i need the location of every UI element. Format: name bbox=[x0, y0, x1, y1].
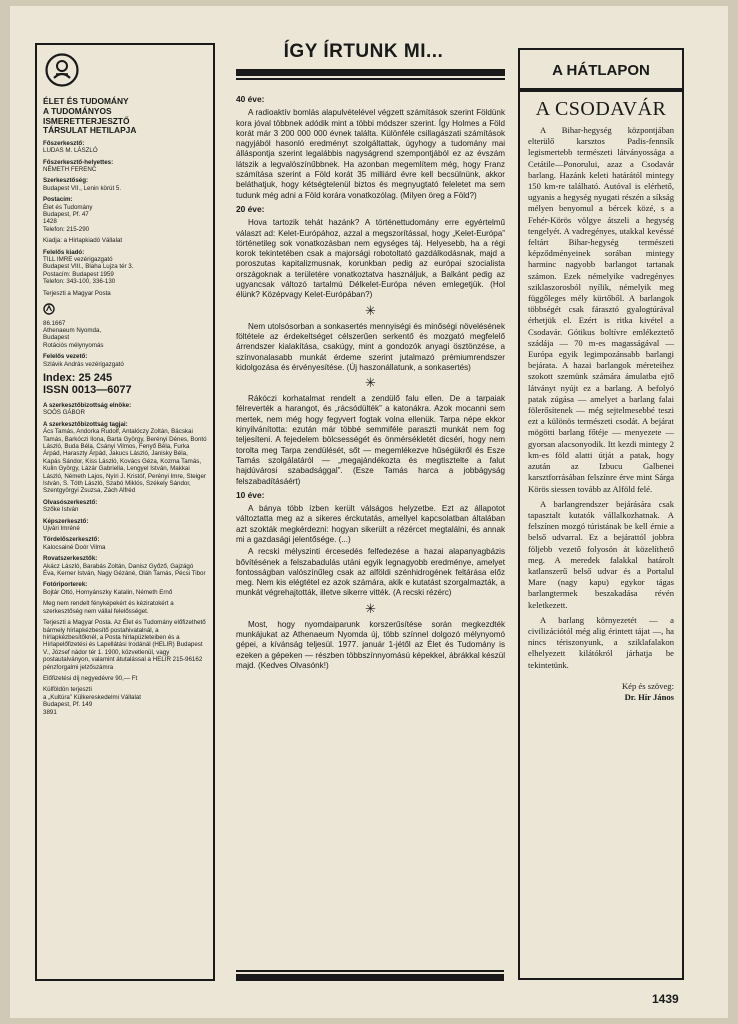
imprint-line: Élet és Tudomány bbox=[43, 203, 93, 211]
publisher-logo-icon bbox=[45, 53, 79, 87]
imprint-line: Ujvári Imréné bbox=[43, 525, 80, 533]
imprint-block bbox=[43, 140, 207, 155]
imprint-block bbox=[43, 159, 207, 174]
imprint-line: Terjeszti a Magyar Posta. Az Élet és Tudomány előfizethető bármely hírlapkézbesítő postahivatalnál, a hírlapkézbesítőknél, a Posta hírlapüzleteiben és a Hírlapelőfizetési és Lapellátási Irodánál (HELIR) Budapest V., József nádor tér 1. 1900, közvetlenül, vagy postautalványon, valamint átutalással a HELIR 215-96162 pénzforgalmi jelzőszámra bbox=[43, 619, 206, 671]
imprint-line: Budapest bbox=[43, 334, 70, 342]
title-rule bbox=[236, 69, 505, 76]
imprint-line: Budapest VII., Lenin körút 5. bbox=[43, 184, 122, 192]
section-heading: 20 éve: bbox=[236, 203, 265, 214]
article-paragraph: A Bihar-hegység központjában elterülő karsztos Padis-fennsík legismertebb természeti látványossága a Cetátile—Ponorului, azaz a Csodavár barlang. Hazánk keleti határától mintegy 150 km-re található. Autóval is elérhető, ugyanis a hegység nyugati részén a síkság mélyen benyomul a bércek közé, s a Fehér-Körös völgye átszeli a hegység tengelyét. A vadregényes, utakkal kevéssé feltárt Bihar-hegység természeti képződményeinek sorában mintegy harminc nagyobb barlangot tartanak számon. Ezek némelyike vadregényes sziklaszorosból nyílik, némelyik meg függőleges mély kürtőből. A barlangok többségét csak fárasztó gyalogtúrával érhetjük el. Ezért is ritka kivétel a Csodavár. Gótikus boltívre emlékeztető szádája — 70 m-es magasságával — Európa egyik legimpozánsabb barlangi bejárata. A hazai barlangok méreteihez szokott szemünk számára ámulatba ejtő látványt nyújt ez a barlang. A befolyó patak zúgása — amelyet a barlang falai fölerősítenek — még sejtelmesebbé teszi ezt a különös természeti csodát. A bejárat mögötti barlang főtéje — menyezete — gyorsan alacsonyodik. Itt kezdi mintegy 2 km-es föld alatti útját a patak, hogy azután az Izbucu Galbenei karsztforrásában felszínre érve mint Sárga Körös siessen tovább az Alföld felé. bbox=[528, 125, 674, 494]
imprint-label: Felelős vezető: bbox=[43, 353, 88, 361]
imprint-block bbox=[43, 619, 207, 671]
publication-name-line: A TUDOMÁNYOS bbox=[43, 106, 112, 116]
article-credit bbox=[528, 681, 674, 703]
section-heading: 40 éve: bbox=[236, 94, 265, 104]
imprint-block bbox=[43, 196, 207, 233]
title-rule-thin bbox=[236, 78, 505, 80]
imprint-block bbox=[43, 237, 207, 244]
publication-name-line: ÉLET ÉS TUDOMÁNY bbox=[43, 96, 129, 107]
imprint-line: Szőke István bbox=[43, 506, 79, 514]
section-paragraph: Most, hogy nyomdaiparunk korszerűsítése során megkezdték munkájukat az Athenaeum Nyomda új, több színnel dolgozó mélynyomó gépei, a kívánság teljesül. 1977. január 1-jétől az Élet és Tudomány is ezeken a gépeken — részben többszínnyomású képekkel, ábrákkal készül majd. (Kedves Olvasónk!) bbox=[236, 619, 505, 670]
imprint-label: Szerkesztőség: bbox=[43, 177, 89, 185]
imprint-block bbox=[43, 536, 207, 551]
imprint-block bbox=[43, 581, 207, 596]
imprint-line: Meg nem rendelt fényképekért és kéziratokért a szerkesztőség nem vállal felelősséget. bbox=[43, 600, 174, 615]
imprint-block bbox=[43, 290, 207, 297]
back-cover-column bbox=[518, 48, 684, 980]
imprint-line: NÉMETH FERENC bbox=[43, 166, 97, 173]
imprint-block bbox=[43, 686, 207, 716]
page-number: 1439 bbox=[652, 992, 679, 1006]
imprint-line: TILL IMRE vezérigazgató bbox=[43, 256, 113, 264]
back-cover-header: A HÁTLAPON bbox=[552, 62, 650, 79]
imprint-line: Kiadja: a Hírlapkiadó Vállalat bbox=[43, 237, 123, 245]
header-rule bbox=[520, 88, 682, 92]
imprint-line: 3891 bbox=[43, 708, 57, 716]
printer-blocks bbox=[43, 320, 207, 368]
article-title: A CSODAVÁR bbox=[535, 98, 667, 120]
index-number: Index: 25 245 bbox=[43, 371, 113, 384]
article-body bbox=[528, 125, 674, 671]
imprint-block bbox=[43, 402, 207, 417]
history-body bbox=[236, 94, 505, 671]
editorial-board-blocks bbox=[43, 402, 207, 716]
imprint-block bbox=[43, 249, 207, 286]
imprint-line: Ács Tamás, Andorka Rudolf, Antalóczy Zoltán, Bácskai Tamás, Barkóczi Ilona, Barta György, Berényi Dénes, Bontó László, Buda Béla, Csányi Vilmos, Fenyő Béla, Furka Árpád, Haraszty Árpád, Jakucs László, Janisky Béla, Kapás Sándor, Kiss László, Kovács Géza, Kozma Tamás, Kulin György, Lázár Gabriella, Lengyel István, Makkai László, Németh Lajos, Nyíri J. Kristóf, Perényi Imre, Steiger István, S. Tóth László, Szabó Miklós, Székely Sándor, Szentgyörgyi Zsuzsa, Zách Alfréd bbox=[43, 428, 207, 495]
section-paragraph: A radioaktív bomlás alapulvételével végzett számítások szerint Földünk kora jóval többnek adódik mint a többi módszer szerint. Így Holmes a Föld korát már 3 200 000 000 évnek találta. Különféle csillagászati számítások nagyjából hasonló eredményt szolgáltattak, úgyhogy a tudomány mai álláspontja szerint legalábbis nagyságrend szempontjából ez az évszám látszik a legvalószínűbbnek. Ha azonban megemlítem még, hogy Franz számítása szerint a Föld korát 35 milliárd évre kell becsülnünk, akkor beláthatjuk, hogy kétségtelenül biztos és megnyugtató feleletet ma sem tudunk még adni a Föld korára vonatkozólag. (Milyen öreg a Föld?) bbox=[236, 108, 505, 200]
imprint-block bbox=[43, 499, 207, 514]
section-paragraph: A bánya több ízben került válságos helyzetbe. Ezt az állapotot változtatta meg az a sikeres érckutatás, amellyel kapcsolatban általában azt szokták megkérdezni: hogyan sikerült a rézércet megtalálni, és annak mi a gazdasági jelentősége. (...) bbox=[236, 504, 505, 544]
imprint-line: Előfizetési díj negyedévre 90,— Ft bbox=[43, 674, 138, 682]
imprint-label: Olvasószerkesztő: bbox=[43, 498, 98, 506]
section-paragraph: Hova tartozik tehát hazánk? A történettudomány erre egyértelmű választ ad: Kelet-Európához, azzal a megszorítással, hogy „Kelet-Európa” történetileg sok vonatkozásban nem egységes táj. Helyesebb, ha a régi korok tekintetében csak a majorsági robotoltató gazdálkodásnak, majd a poroszutas kapitalizmusnak, korunkban pedig az európai szocialista országoknak a területére vonatkoztatva használjuk, a Balkánt pedig az ugyancsak változó tartalmú Délkelet-Európa néven emlegetjük. (Hol élünk? Középvagy Kelet-Európában?) bbox=[236, 218, 505, 300]
imprint-blocks bbox=[43, 140, 207, 297]
imprint-line: Terjeszti a Magyar Posta bbox=[43, 289, 111, 297]
imprint-label: Tördelőszerkesztő: bbox=[43, 536, 100, 544]
publication-name bbox=[43, 97, 207, 135]
separator-star-icon: ✳ bbox=[365, 375, 376, 391]
section-paragraph: Nem utolsósorban a sonkasertés mennyiségi és minőségi növelésének föltétele az érdekeltséget célszerűen serkentő és mozgató megfelelő árrendszer kialakítása, csakúgy, mint a gondozók anyagi ösztönzése, a színvonalasabb munkát érdeme szerint jutalmazó prémiumrendszer kidolgozása és érvényesítése. (Új haszonállatunk, a sonkasertés) bbox=[236, 321, 505, 372]
imprint-line: Külföldön terjeszti bbox=[43, 686, 92, 694]
imprint-line: Budapest VIII., Blaha Lujza tér 3. bbox=[43, 263, 134, 271]
imprint-line: 86.1667 bbox=[43, 319, 66, 327]
separator-star-icon: ✳ bbox=[365, 302, 376, 318]
imprint-line: Telefon: 343-100, 336-130 bbox=[43, 278, 116, 286]
imprint-line: Akácz László, Barabás Zoltán, Danisz Győző, Gajzágó Éva, Kerner István, Nagy Gézáné, Oláh Tamás, Pécsi Tibor bbox=[43, 562, 206, 578]
imprint-block bbox=[43, 320, 207, 350]
imprint-line: Athenaeum Nyomda, bbox=[43, 326, 102, 334]
separator-star-icon: ✳ bbox=[365, 600, 376, 616]
imprint-line: Postacím: Budapest 1959 bbox=[43, 270, 114, 278]
column-title: ÍGY ÍRTUNK MI... bbox=[283, 41, 444, 62]
imprint-block bbox=[43, 421, 207, 495]
imprint-label: Postacím: bbox=[43, 196, 73, 204]
imprint-line: Bojtár Ottó, Hornyánszky Katalin, Németh Ernő bbox=[43, 588, 173, 596]
imprint-label: Rovatszerkesztők: bbox=[43, 555, 98, 563]
imprint-line: LUDAS M. LÁSZLÓ bbox=[43, 147, 98, 155]
imprint-label: Főszerkesztő-helyettes: bbox=[43, 158, 114, 166]
imprint-line: 1428 bbox=[43, 218, 57, 226]
imprint-label: A szerkesztőbizottság tagjai: bbox=[43, 420, 128, 428]
imprint-block bbox=[43, 353, 207, 368]
history-column bbox=[222, 36, 505, 981]
publication-name-line: TÁRSULAT HETILAPJA bbox=[43, 125, 137, 136]
imprint-label: Főszerkesztő: bbox=[43, 139, 85, 147]
imprint-label: A szerkesztőbizottság elnöke: bbox=[43, 401, 132, 409]
imprint-line: Telefon: 215-290 bbox=[43, 225, 90, 233]
credit-label: Kép és szöveg: bbox=[621, 680, 674, 691]
section-paragraph: Rákóczi korhatalmat rendelt a zendülő falu ellen. De a tarpaiak félreverték a harangot, és „rácsódülték” a katonákra. Azok mocanni sem mertek, nem még hogy fegyvert fogtak volna ellenük. Tarpa népe ekkor kinyilvánította: ezután már többé semmiféle paraszti munkát nem fog teljesíteni. A fejedelem bölcsességét és önmérsékletét dicséri, hogy nem torolta meg Tarpa zendülését, sőt — megemlékezve hűségükről és Esze Tamás szolgálatáról — „megajándékozta és megtisztelte a falut hajdúvárosi szabadsággal”. (Esze Tamás harca a jobbágyság felszabadításáért) bbox=[236, 394, 505, 486]
imprint-line: Rotációs mélynyomás bbox=[43, 341, 104, 349]
imprint-line: Szlávik András vezérigazgató bbox=[43, 360, 124, 368]
issn-number: ISSN 0013—6077 bbox=[43, 384, 132, 397]
imprint-label: Felelős kiadó: bbox=[43, 248, 85, 256]
imprint-label: Fotóriporterek: bbox=[43, 581, 88, 589]
magazine-page bbox=[10, 6, 728, 1018]
imprint-line: Budapest, Pf. 47 bbox=[43, 211, 89, 219]
imprint-label: Képszerkesztő: bbox=[43, 517, 89, 525]
bottom-rule bbox=[236, 968, 504, 981]
imprint-block bbox=[43, 518, 207, 533]
article-paragraph: A barlang környezetét — a civilizációtól még alig érintett tájat —, ha nincs tériszonyunk, a sziklafalakon elhelyezett kilátókról járhatja be tekintetünk. bbox=[528, 614, 674, 670]
imprint-line: SOÓS GÁBOR bbox=[43, 409, 85, 417]
publication-name-line: ISMERETTERJESZTŐ bbox=[43, 115, 130, 126]
imprint-line: a „Kultúra” Külkereskedelmi Vállalat bbox=[43, 693, 142, 701]
article-paragraph: A barlangrendszer bejárására csak tapasztalt kutatók vállalkozhatnak. A felszínen mozgó túristának be kell érnie a belső udvarral. Ez a bejárattól jobbra följebb vezető folyosón át közelíthető meg. A meredek falakkal határolt katlanszerű belső udvar és a Portalul Mare (nagy kapu) egykor tágas barlangtermek beszakadása révén keletkezett. bbox=[528, 498, 674, 610]
section-heading: 10 éve: bbox=[236, 489, 265, 500]
imprint-line: Kalocsainé Doór Vilma bbox=[43, 543, 106, 551]
imprint-block bbox=[43, 675, 207, 682]
imprint-block bbox=[43, 600, 207, 615]
credit-name: Dr. Hír János bbox=[624, 691, 674, 702]
imprint-line: Budapest, Pf. 149 bbox=[43, 701, 93, 709]
imprint-block bbox=[43, 555, 207, 577]
imprint-block bbox=[43, 177, 207, 192]
section-paragraph: A recski mélyszinti ércesedés felfedezése a hazai alapanyagbázis bővítésének a felszabadulás utáni egyik legnagyobb eredménye, amelyet fontosságban valószínűleg csak az alföldi szénhidrogének feltárása előz meg. Nem kis elégtétel ez azok számára, akik e kutatást szorgalmazták, a munkát végrehajtották, illetve sikerre vitték. (A recski rézérc) bbox=[236, 547, 505, 598]
imprint-column bbox=[35, 43, 215, 981]
printer-logo-icon bbox=[43, 303, 55, 315]
